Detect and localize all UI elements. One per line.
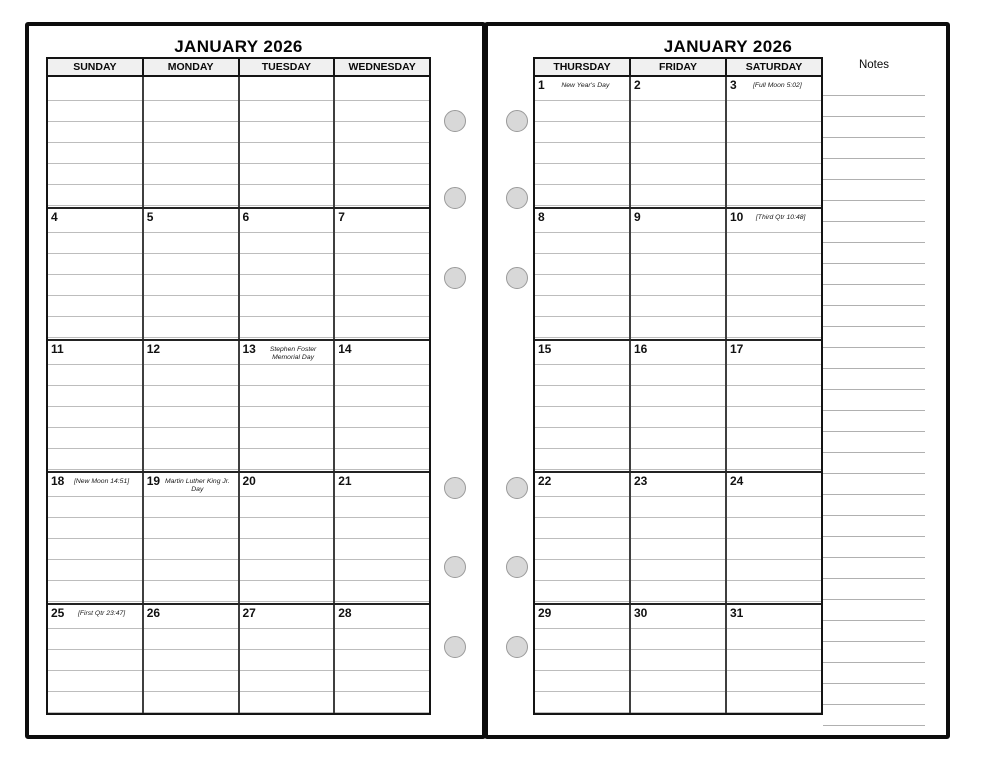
header-monday: MONDAY — [142, 59, 238, 75]
day-note-moon: [New Moon 14:51] — [73, 478, 130, 485]
day-cell — [333, 77, 429, 207]
day-cell — [142, 341, 238, 471]
header-tuesday: TUESDAY — [238, 59, 334, 75]
date-number: 11 — [51, 342, 64, 356]
day-note — [256, 607, 330, 610]
left-week-row-5 — [48, 605, 429, 713]
day-cell — [238, 77, 334, 207]
date-number: 26 — [146, 606, 161, 620]
day-cell — [333, 473, 429, 603]
day-note — [352, 475, 426, 478]
binder-hole — [444, 187, 466, 209]
binder-hole — [444, 556, 466, 578]
day-cell — [333, 209, 429, 339]
right-week-row-2 — [535, 209, 821, 341]
right-week-row-1 — [535, 77, 821, 209]
day-note — [647, 475, 722, 478]
day-cell — [238, 341, 334, 471]
binder-hole — [506, 267, 528, 289]
day-note — [743, 607, 818, 610]
date-number: 16 — [634, 342, 648, 356]
day-cell — [238, 473, 334, 603]
day-cell — [142, 77, 238, 207]
date-number: 17 — [730, 342, 744, 356]
day-note — [345, 211, 426, 214]
date-number: 30 — [634, 606, 648, 620]
notes-column — [823, 57, 925, 726]
binder-hole — [444, 267, 466, 289]
date-number: 18 — [51, 474, 65, 488]
date-number: 5 — [146, 210, 154, 224]
header-thursday: THURSDAY — [553, 61, 611, 73]
date-number: 2 — [634, 78, 641, 92]
day-cell — [629, 473, 725, 603]
day-cell — [48, 473, 142, 603]
date-number: 31 — [730, 606, 744, 620]
day-note — [153, 211, 234, 214]
left-week-row-4 — [48, 473, 429, 605]
right-month-title: JANUARY 2026 — [663, 37, 793, 56]
header-sunday: SUNDAY — [73, 61, 117, 73]
binder-hole — [444, 477, 466, 499]
day-note-moon: [Full Moon 5:02] — [752, 82, 802, 89]
date-number: 6 — [242, 210, 250, 224]
header-wednesday: WEDNESDAY — [333, 59, 429, 75]
date-number: 28 — [338, 606, 352, 620]
date-number: 24 — [730, 474, 744, 488]
date-number: 15 — [538, 342, 552, 356]
day-note — [647, 343, 722, 346]
day-cell — [238, 209, 334, 339]
right-week-row-3 — [535, 341, 821, 473]
day-cell — [142, 605, 238, 713]
day-cell — [142, 209, 238, 339]
date-number: 25 — [51, 606, 65, 620]
left-week-row-2 — [48, 209, 429, 341]
day-note — [64, 343, 139, 346]
right-week-row-5 — [535, 605, 821, 713]
day-cell — [48, 209, 142, 339]
day-note — [551, 607, 626, 610]
day-cell — [725, 209, 821, 339]
header-saturday: SATURDAY — [725, 59, 821, 75]
day-note — [647, 607, 722, 610]
date-number: 1 — [538, 78, 545, 92]
day-cell — [535, 77, 629, 207]
day-note — [51, 79, 139, 82]
day-cell — [725, 605, 821, 713]
day-cell — [48, 341, 142, 471]
day-note — [352, 343, 426, 346]
left-calendar-table — [46, 57, 431, 715]
binder-hole — [506, 110, 528, 132]
date-number: 27 — [242, 606, 256, 620]
binder-hole — [506, 477, 528, 499]
day-note — [160, 343, 234, 346]
day-note — [551, 475, 626, 478]
left-week-row-1 — [48, 77, 429, 209]
day-cell — [629, 77, 725, 207]
day-cell — [48, 77, 142, 207]
day-cell — [725, 341, 821, 471]
day-note — [243, 79, 331, 82]
day-note — [743, 475, 818, 478]
date-number: 21 — [338, 474, 352, 488]
day-note — [58, 211, 139, 214]
date-number: 9 — [634, 210, 641, 224]
date-number: 14 — [338, 342, 352, 356]
day-note — [256, 475, 330, 478]
left-week-row-3 — [48, 341, 429, 473]
notes-heading: Notes — [858, 59, 890, 71]
day-note — [551, 343, 626, 346]
day-cell — [629, 605, 725, 713]
date-number: 13 — [242, 342, 256, 356]
date-number: 29 — [538, 606, 552, 620]
date-number: 8 — [538, 210, 545, 224]
notes-ruled-lines — [823, 75, 925, 726]
date-number: 20 — [242, 474, 256, 488]
date-number: 4 — [51, 210, 58, 224]
day-note — [743, 343, 818, 346]
binder-hole — [444, 110, 466, 132]
day-cell — [48, 605, 142, 713]
day-note-holiday: Stephen Foster Memorial Day — [269, 346, 317, 362]
planner-left-page — [25, 22, 486, 739]
header-friday: FRIDAY — [629, 59, 725, 75]
binder-hole — [506, 556, 528, 578]
right-day-header-row — [535, 59, 821, 77]
binder-hole — [444, 636, 466, 658]
day-cell — [629, 209, 725, 339]
day-note-holiday: Martin Luther King Jr. Day — [164, 478, 230, 494]
binder-hole — [506, 187, 528, 209]
day-note — [641, 79, 722, 82]
day-cell — [535, 473, 629, 603]
day-cell — [333, 341, 429, 471]
date-number: 19 — [146, 474, 161, 488]
day-note — [641, 211, 722, 214]
day-cell — [142, 473, 238, 603]
left-month-title: JANUARY 2026 — [174, 37, 303, 56]
right-week-row-4 — [535, 473, 821, 605]
planner-right-page — [484, 22, 950, 739]
right-calendar-table — [533, 57, 823, 715]
date-number: 12 — [146, 342, 161, 356]
binder-hole — [506, 636, 528, 658]
date-number: 22 — [538, 474, 552, 488]
day-note — [338, 79, 426, 82]
day-cell — [333, 605, 429, 713]
day-cell — [535, 341, 629, 471]
day-note — [545, 211, 626, 214]
day-cell — [535, 605, 629, 713]
day-note-holiday: New Year's Day — [561, 82, 610, 89]
day-note — [160, 607, 234, 610]
day-cell — [725, 77, 821, 207]
date-number: 3 — [730, 78, 737, 92]
date-number: 10 — [730, 210, 744, 224]
day-note — [147, 79, 235, 82]
date-number: 7 — [338, 210, 345, 224]
day-cell — [535, 209, 629, 339]
day-note — [249, 211, 330, 214]
day-cell — [725, 473, 821, 603]
left-day-header-row — [48, 59, 429, 77]
day-cell — [629, 341, 725, 471]
day-note — [352, 607, 426, 610]
date-number: 23 — [634, 474, 648, 488]
day-cell — [238, 605, 334, 713]
day-note-moon: [First Qtr 23:47] — [77, 610, 126, 617]
day-note-moon: [Third Qtr 10:48] — [755, 214, 806, 221]
